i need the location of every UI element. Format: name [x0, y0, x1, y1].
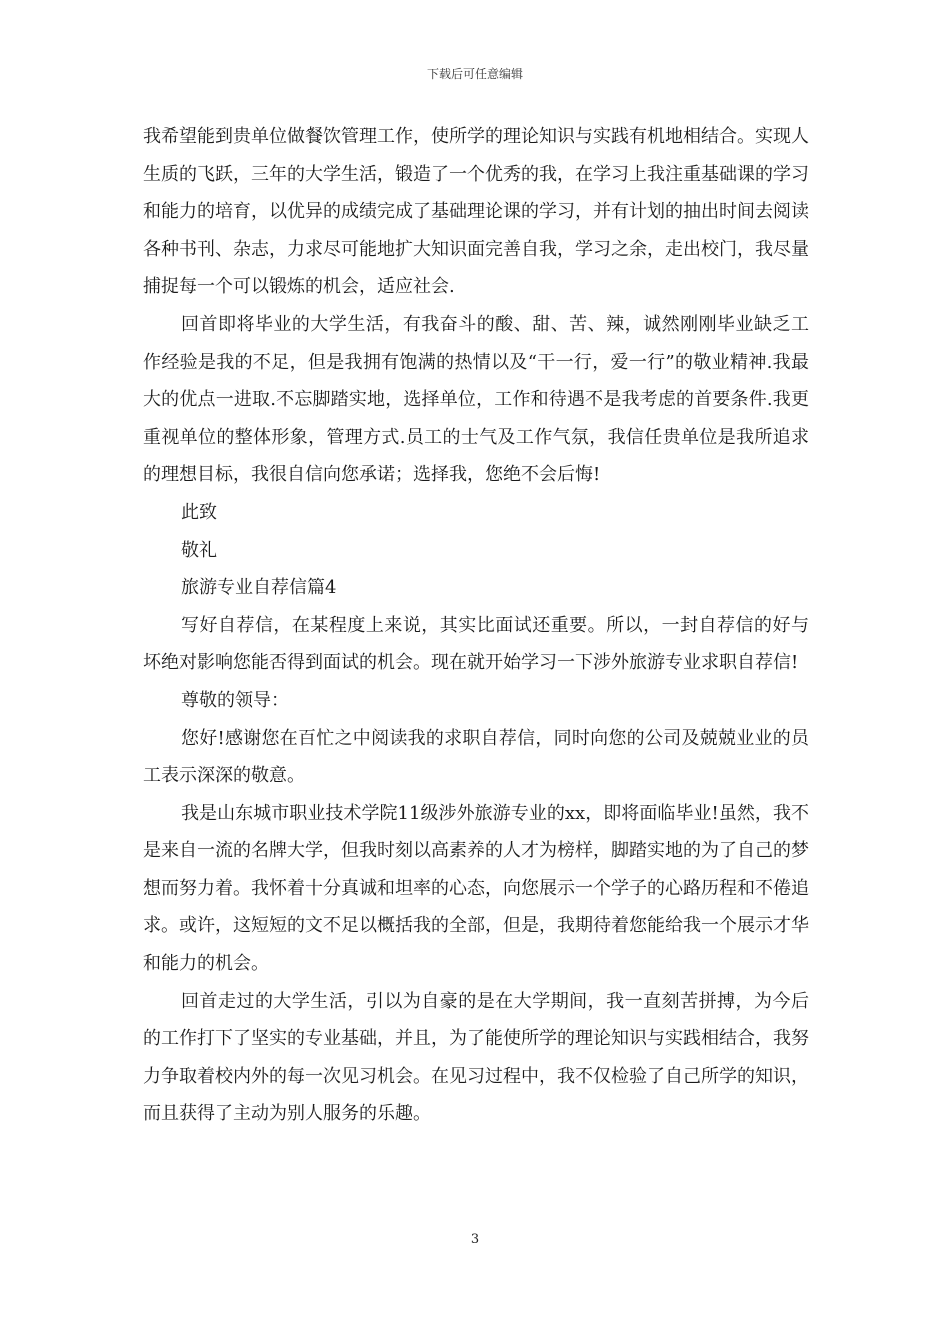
page-header: 下载后可任意编辑	[426, 67, 523, 81]
closing-salutation: 此致	[181, 501, 217, 523]
paragraph-2: 回首即将毕业的大学生活，有我奋斗的酸、甜、苦、辣，诚然刚刚毕业缺乏工作经验是我的不足，但是我拥有饱满的热情以及“干一行，爱一行”的敬业精神.我最大的优点一进取.不忘脚踏实地，选择单位，工作和待遇不是我考虑的首要条件.我更重视单位的整体形象，管理方式.员工的士气及工作气氛，我信任贵单位是我所追求的理想目标，我很自信向您承诺；选择我，您绝不会后悔!	[143, 313, 809, 486]
paragraph-college-life: 回首走过的大学生活，引以为自豪的是在大学期间，我一直刻苦拼搏，为今后的工作打下了坚实的专业基础，并且，为了能使所学的理论知识与实践相结合，我努力争取着校内外的每一次见习机会。在见习过程中，我不仅检验了自己所学的知识，而且获得了主动为别人服务的乐趣。	[143, 990, 809, 1125]
closing-regards: 敬礼	[181, 539, 217, 561]
document-body	[143, 118, 809, 1133]
paragraph-thanks: 您好!感谢您在百忙之中阅读我的求职自荐信，同时向您的公司及兢兢业业的员工表示深深的敬意。	[143, 727, 809, 787]
letter-greeting: 尊敬的领导：	[181, 689, 289, 711]
page-number: 3	[470, 1232, 480, 1247]
paragraph-intro: 写好自荐信，在某程度上来说，其实比面试还重要。所以，一封自荐信的好与坏绝对影响您能否得到面试的机会。现在就开始学习一下涉外旅游专业求职自荐信!	[143, 614, 809, 674]
paragraph-self-intro: 我是山东城市职业技术学院11级涉外旅游专业的xx，即将面临毕业!虽然，我不是来自一流的名牌大学，但我时刻以高素养的人才为榜样，脚踏实地的为了自己的梦想而努力着。我怀着十分真诚和坦率的心态，向您展示一个学子的心路历程和不倦追求。或许，这短短的文不足以概括我的全部，但是，我期待着您能给我一个展示才华和能力的机会。	[143, 802, 809, 975]
section-heading: 旅游专业自荐信篇4	[181, 577, 337, 599]
paragraph-1: 我希望能到贵单位做餐饮管理工作，使所学的理论知识与实践有机地相结合。实现人生质的飞跃，三年的大学生活，锻造了一个优秀的我，在学习上我注重基础课的学习和能力的培育，以优异的成绩完成了基础理论课的学习，并有计划的抽出时间去阅读各种书刊、杂志，力求尽可能地扩大知识面完善自我，学习之余，走出校门，我尽量捕捉每一个可以锻炼的机会，适应社会.	[143, 126, 809, 298]
